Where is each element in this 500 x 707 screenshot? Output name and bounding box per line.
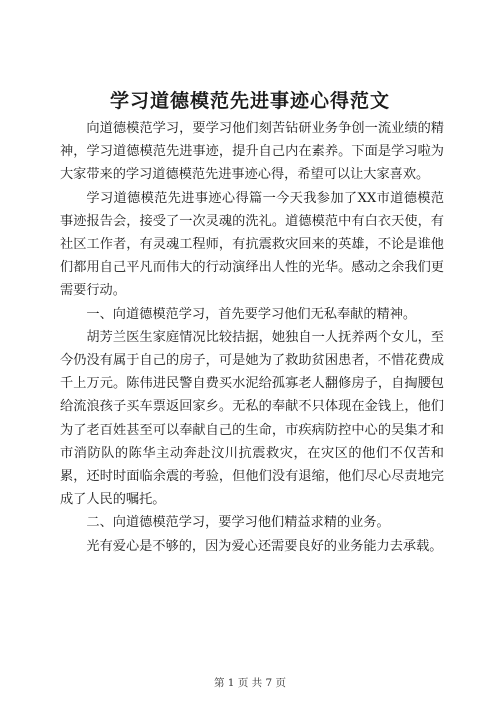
paragraph-heading-one: 一、向道德模范学习，首先要学习他们无私奉献的精神。 bbox=[86, 306, 417, 322]
paragraph-closing: 光有爱心是不够的，因为爱心还需要良好的业务能力去承载。 bbox=[86, 538, 443, 554]
page-footer: 第 1 页 共 7 页 bbox=[213, 677, 287, 689]
paragraph-intro: 向道德模范学习，要学习他们刻苦钻研业务争创一流业绩的精神，学习道德模范先进事迹，提升自己内在素养。下面是学习啦为大家带来的学习道德模范先进事迹心得，希望可以让大家喜欢。 bbox=[60, 121, 444, 183]
document-title: 学习道德模范先进事迹心得范文 bbox=[109, 90, 390, 112]
paragraph-heading-two: 二、向道德模范学习，要学习他们精益求精的业务。 bbox=[86, 515, 390, 531]
paragraph-part-one: 学习道德模范先进事迹心得篇一今天我参加了XX市道德模范事迹报告会，接受了一次灵魂的洗礼。道德模范中有白衣天使，有社区工作者，有灵魂工程师，有抗震救灾回来的英雄，不论是谁他们都用自己平凡而伟大的行动演绎出人性的光华。感动之余我们更需要行动。 bbox=[60, 190, 444, 299]
document-body bbox=[60, 117, 444, 558]
paragraph-examples: 胡芳兰医生家庭情况比较拮据，她独自一人抚养两个女儿，至今仍没有属于自己的房子，可是她为了救助贫困患者，不惜花费成千上万元。陈伟进民警自费买水泥给孤寡老人翻修房子，自掏腰包给流浪孩子买车票返回家乡。无私的奉献不只体现在金钱上，他们为了老百姓甚至可以奉献自己的生命，市疾病防控中心的吴集才和市消防队的陈华主动奔赴汶川抗震救灾，在灾区的他们不仅苦和累，还时时面临余震的考验，但他们没有退缩，他们尽心尽责地完成了人民的嘱托。 bbox=[60, 329, 444, 508]
